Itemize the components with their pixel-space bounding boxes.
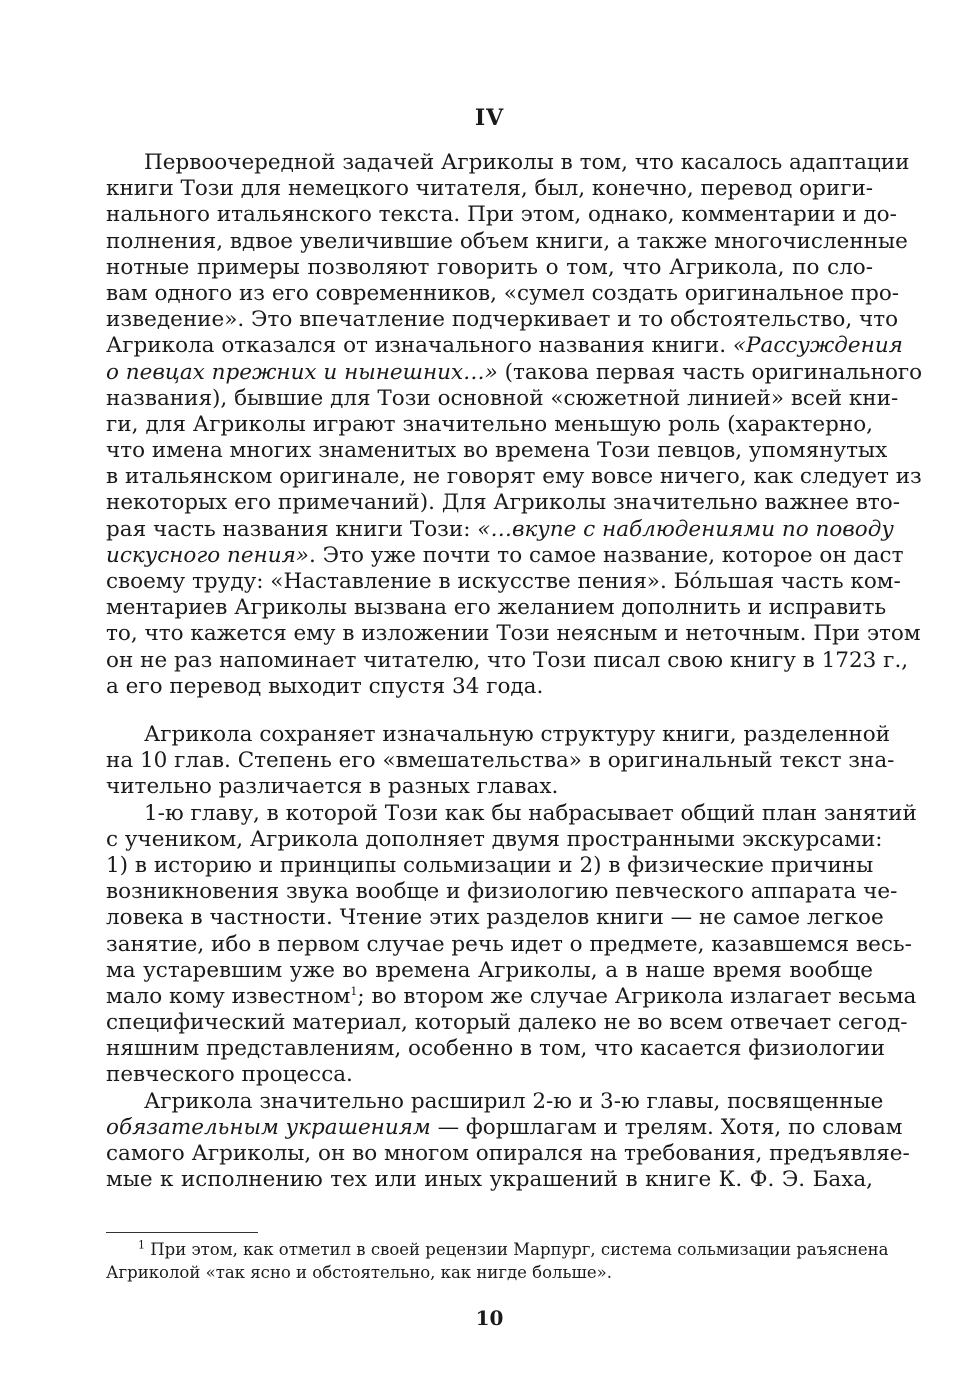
text-line: названия), бывшие для Този основной «сюжетной линией» всей кни- (106, 385, 899, 411)
text-run: . Это уже почти то самое название, которое он даст (308, 542, 904, 568)
section-title: IV (474, 105, 505, 131)
text-line: специфический материал, который далеко не во всем отвечает сегод- (106, 1010, 908, 1036)
text-line: Агрикола значительно расширил 2-ю и 3-ю главы, посвященные (144, 1088, 884, 1114)
text-line: ловека в частности. Чтение этих разделов книги — не самое легкое (106, 905, 884, 931)
text-line: Агрикола сохраняет изначальную структуру книги, разделенной (144, 722, 891, 747)
text-line: нального итальянского текста. При этом, однако, комментарии и до- (106, 202, 897, 228)
text-line: чительно различается в разных главах. (106, 774, 559, 800)
footnote-ref[interactable]: 1 (350, 984, 358, 998)
text-line: ги, для Агриколы играют значительно меньшую роль (характерно, (106, 411, 873, 437)
paragraph-2 (106, 722, 895, 801)
text-run: (такова первая часть оригинального (497, 359, 923, 385)
text-run: мало кому известном (106, 983, 351, 1009)
text-line: изведение». Это впечатление подчеркивает и то обстоятельство, что (106, 307, 899, 333)
text-line: своему труду: «Наставление в искусстве пения». Бóльшая часть ком- (106, 569, 901, 594)
italic-title: о певцах прежних и нынешних…» (106, 359, 498, 385)
text-line (106, 1114, 903, 1141)
text-line (106, 542, 904, 569)
text-line: нотные примеры позволяют говорить о том, что Агрикола, по сло- (106, 254, 873, 280)
text-run: Агрикола отказался от изначального названия книги. (106, 333, 733, 359)
footnote (106, 1238, 889, 1284)
italic-term: обязательным украшениям (106, 1114, 431, 1140)
text-line: занятие, ибо в первом случае речь идет о предмете, казавшемся весь- (106, 931, 912, 957)
text-line: с учеником, Агрикола дополняет двумя пространными экскурсами: (106, 826, 883, 852)
book-page (106, 0, 923, 1388)
text-line: возникновения звука вообще и физиологию певческого аппарата че- (106, 879, 898, 905)
text-line: а его перевод выходит спустя 34 года. (106, 673, 544, 699)
text-line: 1) в историю и принципы сольмизации и 2) в физические причины (106, 852, 874, 878)
paragraph-3 (106, 800, 917, 1089)
text-line: няшним представлениям, особенно в том, что касается физиологии (106, 1036, 885, 1062)
paragraph-4 (106, 1088, 910, 1194)
text-line: Первоочередной задачей Агриколы в том, что касалось адаптации (144, 150, 910, 175)
footnote-line: Агриколой «так ясно и обстоятельно, как нигде больше». (106, 1263, 612, 1282)
text-line: ма устаревшим уже во времена Агриколы, а в наше время вообще (106, 957, 873, 983)
text-run: При этом, как отметил в своей рецензии Марпург, система сольмизации раъяснена (145, 1240, 889, 1259)
text-line: вам одного из его современников, «сумел создать оригинальное про- (106, 280, 900, 306)
italic-title: искусного пения» (106, 542, 309, 568)
text-line: некоторых его примечаний). Для Агриколы значительно важнее вто- (106, 490, 901, 516)
text-line (106, 333, 903, 359)
text-line: самого Агриколы, он во многом опирался на требования, предъявляе- (106, 1141, 910, 1167)
footnote-line (106, 1238, 889, 1261)
text-run: рая часть названия книги Този: (106, 516, 478, 542)
text-run: — форшлагам и трелям. Хотя, по словам (430, 1114, 903, 1140)
text-line: в итальянском оригинале, не говорят ему вовсе ничего, как следует из (106, 464, 922, 490)
text-line: мые к исполнению тех или иных украшений в книге К. Ф. Э. Баха, (106, 1167, 873, 1193)
paragraph-1 (106, 150, 923, 700)
text-line: он не раз напоминает читателю, что Този писал свою книгу в 1723 г., (106, 647, 909, 673)
footnote-divider (106, 1232, 258, 1233)
text-line: то, что кажется ему в изложении Този неясным и неточным. При этом (106, 621, 921, 647)
text-line: полнения, вдвое увеличившие объем книги, а также многочисленные (106, 228, 908, 254)
text-line (106, 516, 894, 543)
italic-title: «…вкупе с наблюдениями по поводу (477, 516, 894, 542)
text-line: ментариев Агриколы вызвана его желанием дополнить и исправить (106, 595, 887, 621)
footnote-marker: 1 (138, 1238, 145, 1252)
text-line (106, 983, 917, 1010)
text-line: на 10 глав. Степень его «вмешательства» в оригинальный текст зна- (106, 748, 895, 774)
text-line: певческого процесса. (106, 1062, 353, 1088)
text-run: ; во втором же случае Агрикола излагает весьма (357, 983, 917, 1009)
text-line: что имена многих знаменитых во времена Този певцов, упомянутых (106, 438, 888, 464)
text-line: книги Този для немецкого читателя, был, конечно, перевод ориги- (106, 176, 874, 202)
italic-title: «Рассуждения (732, 333, 903, 359)
page-number: 10 (475, 1306, 504, 1330)
text-line: 1-ю главу, в которой Този как бы набрасывает общий план занятий (144, 800, 917, 826)
text-line (106, 359, 923, 386)
